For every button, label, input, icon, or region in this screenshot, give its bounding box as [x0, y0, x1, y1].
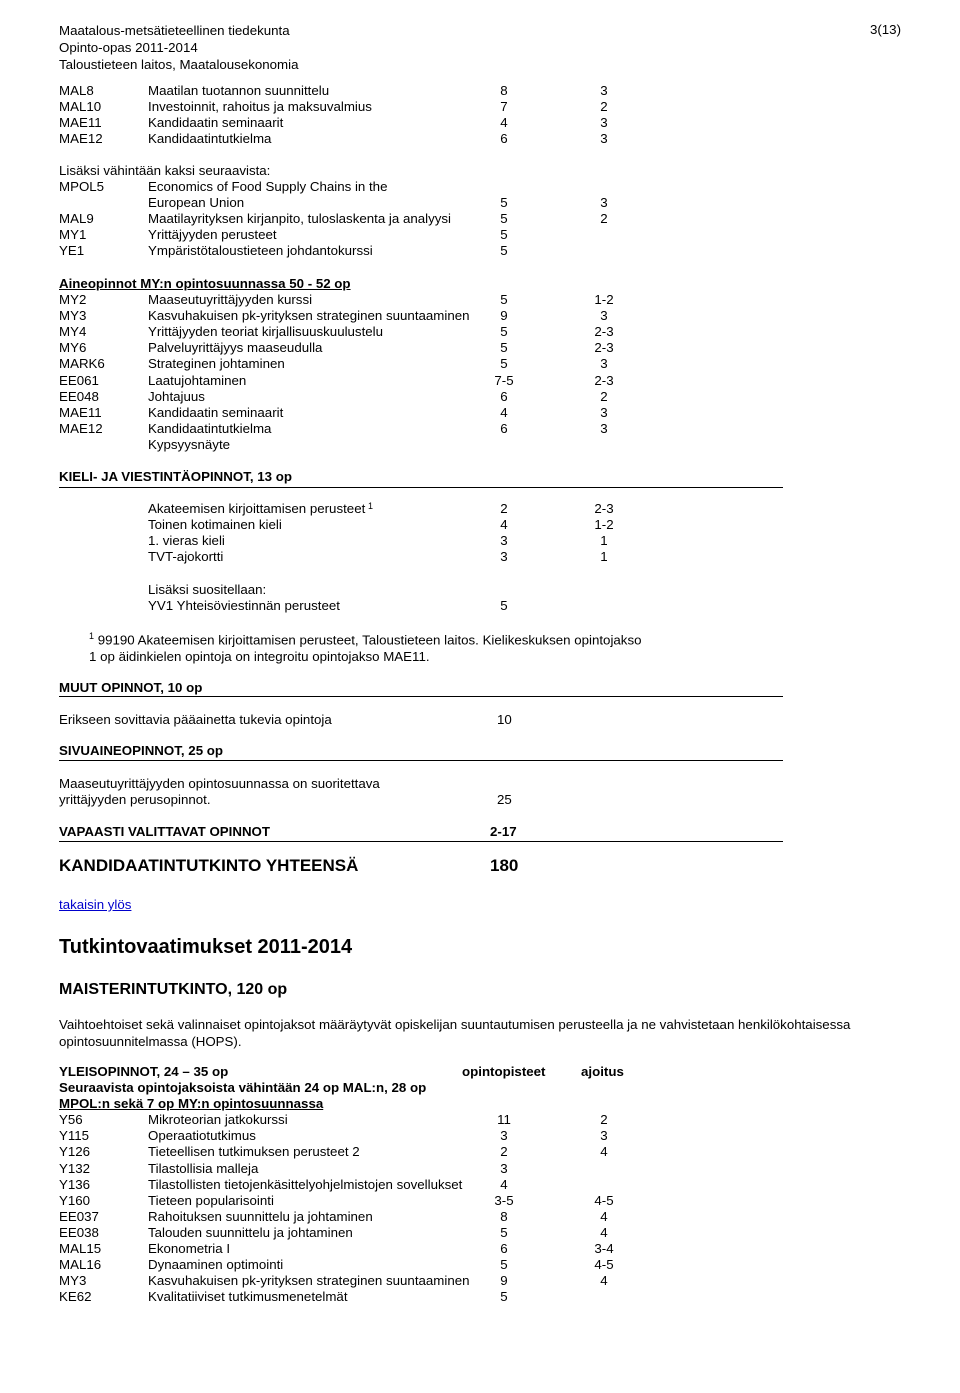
course-op: 2: [500, 1144, 508, 1160]
course-op: 4: [500, 1176, 508, 1192]
course-name: Rahoituksen suunnittelu ja johtaminen: [148, 1208, 373, 1224]
course-code: MAE11: [59, 404, 102, 420]
course-timing: 4-5: [594, 1257, 614, 1273]
course-op: 7-5: [494, 372, 514, 388]
course-name: Operaatiotutkimus: [148, 1128, 256, 1144]
course-name: Palveluyrittäjyys maaseudulla: [148, 340, 323, 356]
yleis-sub-2: MPOL:n sekä 7 op MY:n opintosuunnassa: [59, 1096, 324, 1112]
course-op: 5: [500, 1289, 508, 1305]
divider: [59, 487, 783, 488]
table-row: [59, 437, 759, 453]
course-timing: 3: [600, 115, 608, 131]
course-timing: 4: [600, 1144, 608, 1160]
master-intro: [59, 1016, 919, 1050]
course-code: Y56: [59, 1112, 83, 1128]
recommended-course: YV1 Yhteisöviestinnän perusteet: [148, 598, 340, 614]
table-row: [59, 211, 759, 227]
kieli-section: [59, 469, 759, 485]
course-code: Y132: [59, 1160, 91, 1176]
course-op: 6: [500, 131, 508, 147]
course-op: 3-5: [494, 1192, 514, 1208]
table-row: [59, 501, 759, 517]
course-table-top: [59, 83, 759, 147]
course-op: 4: [500, 404, 508, 420]
course-timing: 1-2: [594, 517, 614, 533]
table-row: [59, 549, 759, 565]
divider: [59, 760, 783, 761]
table-row: [59, 83, 759, 99]
course-name: Kandidaatintutkielma: [148, 131, 272, 147]
master-intro-line-2: opintosuunnitelmassa (HOPS).: [59, 1034, 242, 1049]
course-name: Kvalitatiiviset tutkimusmenetelmät: [148, 1289, 348, 1305]
table-row: [59, 517, 759, 533]
kieli-list: [59, 501, 759, 565]
yleis-sub-1: Seuraavista opintojaksoista vähintään 24 op MAL:n, 28 op: [59, 1080, 427, 1096]
footnote-line-2: 1 op äidinkielen opintoja on integroitu opintojakso MAE11.: [89, 649, 430, 665]
course-code: MY6: [59, 340, 87, 356]
optional-heading: Lisäksi vähintään kaksi seuraavista:: [59, 163, 271, 178]
course-code: MY1: [59, 227, 87, 243]
course-name: Kandidaatin seminaarit: [148, 115, 284, 131]
course-op: 4: [500, 115, 508, 131]
course-op: 5: [500, 1257, 508, 1273]
course-code: MAL8: [59, 83, 94, 98]
course-name: Yrittäjyyden perusteet: [148, 227, 277, 243]
course-op: 5: [500, 227, 508, 243]
yleisopinnot-section: [59, 1064, 819, 1305]
course-op: 5: [500, 324, 508, 340]
footnote-line-1: 99190 Akateemisen kirjoittamisen perusteet, Taloustieteen laitos. Kielikeskuksen opintojakso: [97, 632, 642, 648]
course-code: Y115: [59, 1128, 90, 1144]
recommended-op: 5: [500, 598, 508, 614]
table-row: [59, 324, 759, 340]
course-name: TVT-ajokortti: [148, 549, 224, 565]
course-name: Maatilan tuotannon suunnittelu: [148, 83, 330, 98]
course-timing: 2-3: [594, 324, 614, 340]
course-timing: 3: [600, 1128, 608, 1144]
course-name: Maatilayrityksen kirjanpito, tuloslaskenta ja analyysi: [148, 211, 452, 227]
course-code: Y160: [59, 1192, 91, 1208]
table-row: [59, 1128, 819, 1144]
table-row: [59, 243, 759, 259]
course-op: 5: [500, 340, 508, 356]
course-op: 4: [500, 517, 508, 533]
course-op: 6: [500, 388, 508, 404]
table-row: [59, 1193, 819, 1209]
muut-text: Erikseen sovittavia pääainetta tukevia opintoja: [59, 712, 332, 727]
course-timing: 1-2: [594, 292, 614, 308]
table-row: [59, 1225, 819, 1241]
course-op: 5: [500, 243, 508, 259]
course-timing: 2-3: [594, 340, 614, 356]
course-name: Laatujohtaminen: [148, 372, 247, 388]
course-code: Y136: [59, 1176, 91, 1192]
course-op: 3: [500, 533, 508, 549]
course-timing: 2: [600, 388, 608, 404]
course-timing: 2-3: [594, 501, 614, 516]
course-code: MY3: [59, 308, 87, 324]
course-op: 8: [500, 83, 508, 98]
course-code: MAE11: [59, 115, 102, 131]
recommended-section: [59, 582, 759, 614]
course-code: EE061: [59, 372, 99, 388]
table-row: [59, 421, 759, 437]
course-op: 3: [500, 1160, 508, 1176]
muut-heading: MUUT OPINNOT, 10 op: [59, 680, 203, 695]
course-name: Talouden suunnittelu ja johtaminen: [148, 1224, 353, 1240]
course-code: MAL15: [59, 1241, 102, 1257]
vapaa-heading: VAPAASTI VALITTAVAT OPINNOT: [59, 824, 271, 839]
sivu-line-1: Maaseutuyrittäjyyden opintosuunnassa on suoritettava: [59, 776, 380, 791]
table-row: [59, 340, 759, 356]
course-name: Mikroteorian jatkokurssi: [148, 1112, 288, 1128]
table-row: [59, 356, 759, 372]
course-code: Y126: [59, 1144, 91, 1160]
table-row: [59, 389, 759, 405]
master-title: MAISTERINTUTKINTO, 120 op: [59, 981, 288, 998]
course-timing: 3: [600, 420, 608, 436]
course-name: Tilastollisten tietojenkäsittelyohjelmistojen sovellukset: [148, 1176, 463, 1192]
aineopinnot-section: [59, 276, 759, 453]
course-name: Yrittäjyyden teoriat kirjallisuuskuulustelu: [148, 324, 384, 340]
sivu-op: 25: [497, 792, 512, 807]
course-op: 6: [500, 420, 508, 436]
course-name: Kandidaatintutkielma: [148, 420, 272, 436]
guide-title: Opinto-opas 2011-2014: [59, 40, 198, 55]
optional-section: [59, 163, 759, 260]
table-row: [59, 227, 759, 243]
course-name: Toinen kotimainen kieli: [148, 517, 282, 533]
course-code: EE048: [59, 388, 99, 404]
course-timing: 1: [600, 533, 608, 549]
table-row: [59, 308, 759, 324]
course-op: 5: [500, 211, 508, 227]
course-op: 5: [500, 292, 508, 308]
table-row: [59, 179, 759, 195]
course-name: Maaseutuyrittäjyyden kurssi: [148, 292, 313, 308]
total-op: 180: [490, 856, 519, 875]
course-name: European Union: [148, 195, 245, 211]
course-name: Tieteen popularisointi: [148, 1192, 274, 1208]
course-code: MAL16: [59, 1257, 102, 1273]
table-row: [59, 292, 759, 308]
col-timing-header: ajoitus: [581, 1064, 624, 1079]
course-timing: 3: [600, 404, 608, 420]
course-name: Strateginen johtaminen: [148, 356, 285, 372]
course-code: KE62: [59, 1289, 92, 1305]
table-row: [59, 195, 759, 211]
course-op: 5: [500, 195, 508, 211]
sivu-line-2: yrittäjyyden perusopinnot.: [59, 792, 211, 807]
course-code: MY3: [59, 1273, 87, 1289]
course-name: Investoinnit, rahoitus ja maksuvalmius: [148, 99, 372, 115]
yleis-heading: YLEISOPINNOT, 24 – 35 op: [59, 1064, 229, 1079]
course-code: MY2: [59, 292, 87, 308]
course-op: 3: [500, 1128, 508, 1144]
course-name: Kasvuhakuisen pk-yrityksen strateginen suuntaaminen: [148, 1273, 470, 1289]
course-code: MAE12: [59, 420, 103, 436]
course-name: Johtajuus: [148, 388, 205, 404]
course-name: 1. vieras kieli: [148, 533, 225, 549]
course-op: 11: [497, 1112, 511, 1128]
table-row: [59, 373, 759, 389]
vapaa-op: 2-17: [490, 824, 517, 839]
course-op: 3: [500, 549, 508, 565]
course-op: 9: [500, 308, 508, 324]
aineopinnot-heading: Aineopinnot MY:n opintosuunnassa 50 - 52 op: [59, 276, 351, 291]
table-row: [59, 1289, 819, 1305]
table-row: [59, 99, 759, 115]
requirements-title: Tutkintovaatimukset 2011-2014: [59, 936, 353, 958]
course-op: 8: [500, 1208, 508, 1224]
course-timing: 3-4: [594, 1241, 614, 1257]
course-timing: 4: [600, 1224, 608, 1240]
course-code: YE1: [59, 243, 85, 259]
course-timing: 4: [600, 1208, 608, 1224]
footnote-mark: 1: [89, 631, 95, 641]
kieli-heading: KIELI- JA VIESTINTÄOPINNOT, 13 op: [59, 469, 292, 484]
course-code: MAL9: [59, 211, 94, 227]
sivu-heading: SIVUAINEOPINNOT, 25 op: [59, 743, 224, 758]
course-timing: 3: [600, 83, 608, 98]
page-number: 3(13): [869, 22, 901, 37]
divider: [59, 696, 783, 697]
table-row: [59, 131, 759, 147]
course-timing: 2: [600, 99, 608, 115]
course-timing: 1: [600, 549, 608, 565]
table-row: [59, 115, 759, 131]
table-row: [59, 405, 759, 421]
table-row: [59, 1273, 819, 1289]
table-row: [59, 1144, 819, 1160]
divider: [59, 841, 783, 842]
course-code: EE038: [59, 1224, 99, 1240]
course-op: 5: [500, 1224, 508, 1240]
course-code: MARK6: [59, 356, 105, 372]
course-code: MAL10: [59, 99, 102, 115]
faculty-name: Maatalous-metsätieteellinen tiedekunta: [59, 23, 290, 38]
course-code: MAE12: [59, 131, 103, 147]
footnote: [89, 628, 809, 665]
master-intro-line-1: Vaihtoehtoiset sekä valinnaiset opintojaksot määräytyvät opiskelijan suuntautumisen perusteella ja ne vahvistetaan henkilökohtaisessa: [59, 1017, 851, 1032]
muut-op: 10: [497, 712, 512, 727]
table-row: [59, 1241, 819, 1257]
course-timing: 4-5: [594, 1192, 614, 1208]
course-name: Economics of Food Supply Chains in the: [148, 179, 388, 195]
document-header: [59, 22, 299, 73]
course-code: MY4: [59, 324, 87, 340]
course-timing: 2-3: [594, 372, 614, 388]
course-op: 9: [500, 1273, 508, 1289]
course-name: Ympäristötaloustieteen johdantokurssi: [148, 243, 373, 259]
course-code: MPOL5: [59, 179, 105, 195]
col-op-header: opintopisteet: [462, 1064, 546, 1079]
recommended-heading: Lisäksi suositellaan:: [148, 582, 267, 597]
course-timing: 3: [600, 131, 608, 147]
course-op: 6: [500, 1241, 508, 1257]
course-name: Tilastollisia malleja: [148, 1160, 259, 1176]
course-name: Kandidaatin seminaarit: [148, 404, 284, 420]
course-timing: 3: [600, 308, 608, 324]
course-name: Ekonometria I: [148, 1241, 231, 1257]
total-label: KANDIDAATINTUTKINTO YHTEENSÄ: [59, 856, 359, 875]
table-row: [59, 1112, 819, 1128]
course-op: 7: [500, 99, 508, 115]
course-name: Akateemisen kirjoittamisen perusteet: [148, 501, 366, 516]
course-timing: 2: [600, 211, 608, 227]
table-row: [59, 1257, 819, 1273]
course-op: 2: [500, 501, 508, 516]
course-timing: 2: [600, 1112, 608, 1128]
footnote-ref: 1: [368, 501, 374, 511]
table-row: [59, 1161, 819, 1177]
course-timing: 4: [600, 1273, 608, 1289]
course-name: Kypsyysnäyte: [148, 436, 231, 452]
course-op: 5: [500, 356, 508, 372]
course-name: Kasvuhakuisen pk-yrityksen strateginen suuntaaminen: [148, 308, 470, 324]
department-name: Taloustieteen laitos, Maatalousekonomia: [59, 57, 299, 72]
course-name: Tieteellisen tutkimuksen perusteet 2: [148, 1144, 360, 1160]
course-name: Dynaaminen optimointi: [148, 1257, 284, 1273]
table-row: [59, 1209, 819, 1225]
course-code: EE037: [59, 1208, 99, 1224]
course-timing: 3: [600, 195, 608, 211]
table-row: [59, 1177, 819, 1193]
course-timing: 3: [600, 356, 608, 372]
back-to-top-link[interactable]: takaisin ylös: [59, 897, 132, 912]
table-row: [59, 533, 759, 549]
